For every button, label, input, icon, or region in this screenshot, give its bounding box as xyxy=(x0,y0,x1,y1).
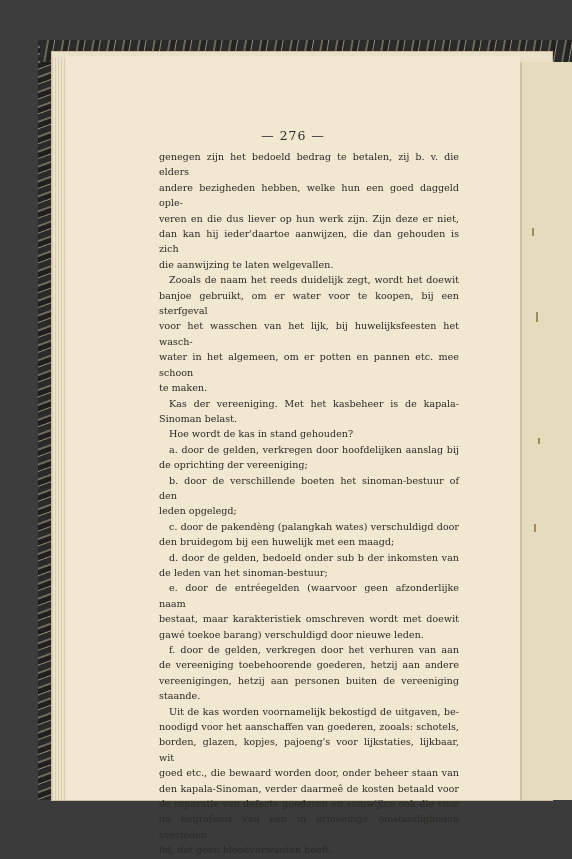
text-line: de reparatie van defecte goederen en somwijlen ook die voor xyxy=(159,799,459,811)
text-line: Kas der vereeniging. Met het kasbeheer is de kapala- xyxy=(169,398,459,410)
text-line: bestaat, maar karakteristiek omschreven wordt met doewit xyxy=(159,614,459,626)
text-line: veren en die dus liever op hun werk zijn. Zijn deze er niet, xyxy=(159,213,459,225)
text-line: de vereeniging toebehoorende goederen, hetzij aan andere xyxy=(159,660,459,672)
text-line: gawé toekoe barang) verschuldigd door nieuwe leden. xyxy=(159,629,424,641)
text-line: water in het algemeen, om er potten en pannen etc. mee schoon xyxy=(159,352,459,379)
text-line: vereenigingen, hetzij aan personen buiten de vereeniging xyxy=(159,675,459,687)
text-line: f. door de gelden, verkregen door het verhuren van aan xyxy=(169,645,459,656)
text-line: de leden van het sinoman-bestuur; xyxy=(159,567,328,579)
text-line: goed etc., die bewaard worden door, onder beheer staan van xyxy=(159,768,459,780)
text-line: leden opgelegd; xyxy=(159,506,237,518)
text-line: de begrafenis van een in armoedige omstandigheden overleden xyxy=(159,814,459,841)
text-line: te maken. xyxy=(159,383,208,395)
text-line: dan kan hij ieder'daartoe aanwijzen, die dan gehouden is zich xyxy=(159,229,459,256)
text-line: b. door de verschillende boeten het sinoman-bestuur of den xyxy=(159,475,459,502)
text-line: borden, glazen, kopjes, pajoeng's voor lijkstaties, lijkbaar, wit xyxy=(159,737,459,764)
text-line: genegen zijn het bedoeld bedrag te betalen, zij b. v. die elders xyxy=(159,152,459,179)
text-line: Sinoman belast. xyxy=(159,413,238,425)
text-line: noodigd voor het aanschaffen van goederen, zooals: schotels, xyxy=(159,722,459,734)
text-line: banjoe gebruikt, om er water voor te koopen, bij een sterfgeval xyxy=(159,290,459,318)
facing-page-edge xyxy=(520,62,572,800)
text-line: a. door de gelden, verkregen door hoofdelijken aanslag bij xyxy=(169,444,459,456)
text-line: Hoe wordt de kas in stand gehouden? xyxy=(169,429,354,441)
text-line: d. door de gelden, bedoeld onder sub b der inkomsten van xyxy=(169,552,459,564)
text-line: den bruidegom bij een huwelijk met een maagd; xyxy=(159,537,395,549)
text-line: lid, dat geen bloedverwanten heeft. xyxy=(159,845,333,857)
text-line: voor het wasschen van het lijk, bij huwelijksfeesten het wasch- xyxy=(159,321,459,348)
text-line: e. door de entréegelden (waarvoor geen afzonderlijke naam xyxy=(159,583,459,610)
text-line: Zooals de naam het reeds duidelijk zegt, wordt het doewit xyxy=(169,275,459,287)
text-line: staande. xyxy=(159,691,201,703)
text-line: Uit de kas worden voornamelijk bekostigd de uitgaven, be- xyxy=(169,706,459,718)
page-number: — 276 — xyxy=(261,128,325,143)
page-body-text xyxy=(159,150,459,859)
text-line: den kapala-Sinoman, verder daarmeê de kosten betaald voor xyxy=(159,783,459,795)
text-line: die aanwijzing te laten welgevallen. xyxy=(159,259,334,271)
text-line: de oprichting der vereeniging; xyxy=(159,460,308,472)
text-line: andere bezigheden hebben, welke hun een goed daggeld ople- xyxy=(159,182,459,210)
text-line: c. door de pakendèng (palangkah wates) verschuldigd door xyxy=(169,521,459,533)
